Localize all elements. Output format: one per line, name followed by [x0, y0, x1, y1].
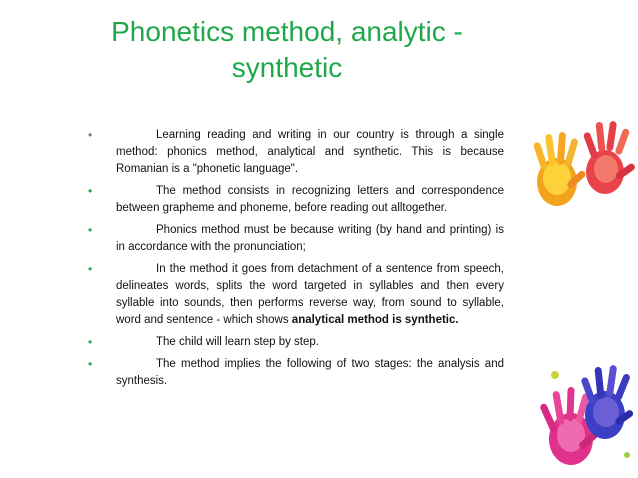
bullet-dot-icon: • [88, 357, 93, 371]
bullet-dot-icon: • [88, 262, 93, 276]
slide-title-line2: synthetic [231, 52, 343, 83]
bullet-dot-icon: • [88, 223, 93, 237]
bullet-list [88, 127, 504, 395]
bullet-text: The child will learn step by step. [156, 336, 319, 348]
bullet-dot-icon: • [88, 184, 93, 198]
slide-title [78, 14, 496, 86]
bullet-text-plain: In the method it goes from detachment of a sentence from speech, delineates words, splits the word targeted in syllables and then every syllable into sounds, then performs reverse way, from sound to syllable, word and sentence - which shows [116, 263, 504, 326]
colorful-handprints-icon [535, 355, 638, 478]
bullet-text: The method consists in recognizing letters and correspondence between grapheme and phoneme, before reading out alltogether. [116, 185, 504, 214]
bullet-text: The method implies the following of two stages: the analysis and synthesis. [116, 358, 504, 387]
bullet-item [88, 183, 504, 217]
bullet-text: Phonics method must be because writing (by hand and printing) is in accordance with the pronunciation; [116, 224, 504, 253]
slide-title-line1: Phonetics method, analytic - [111, 16, 463, 47]
bullet-dot-icon: • [88, 335, 93, 349]
bullet-item [88, 261, 504, 329]
bullet-text-bold: analytical method is synthetic. [291, 314, 459, 326]
bullet-text: Learning reading and writing in our country is through a single method: phonics method, analytical and synthetic. This is because Romanian is a "phonetic language". [116, 129, 504, 175]
bullet-dot-icon: • [88, 128, 93, 142]
bullet-item [88, 222, 504, 256]
bullet-text [116, 261, 504, 329]
bullet-item [88, 334, 504, 351]
bullet-item [88, 356, 504, 390]
colorful-handprints-icon [527, 112, 638, 216]
bullet-item [88, 127, 504, 178]
